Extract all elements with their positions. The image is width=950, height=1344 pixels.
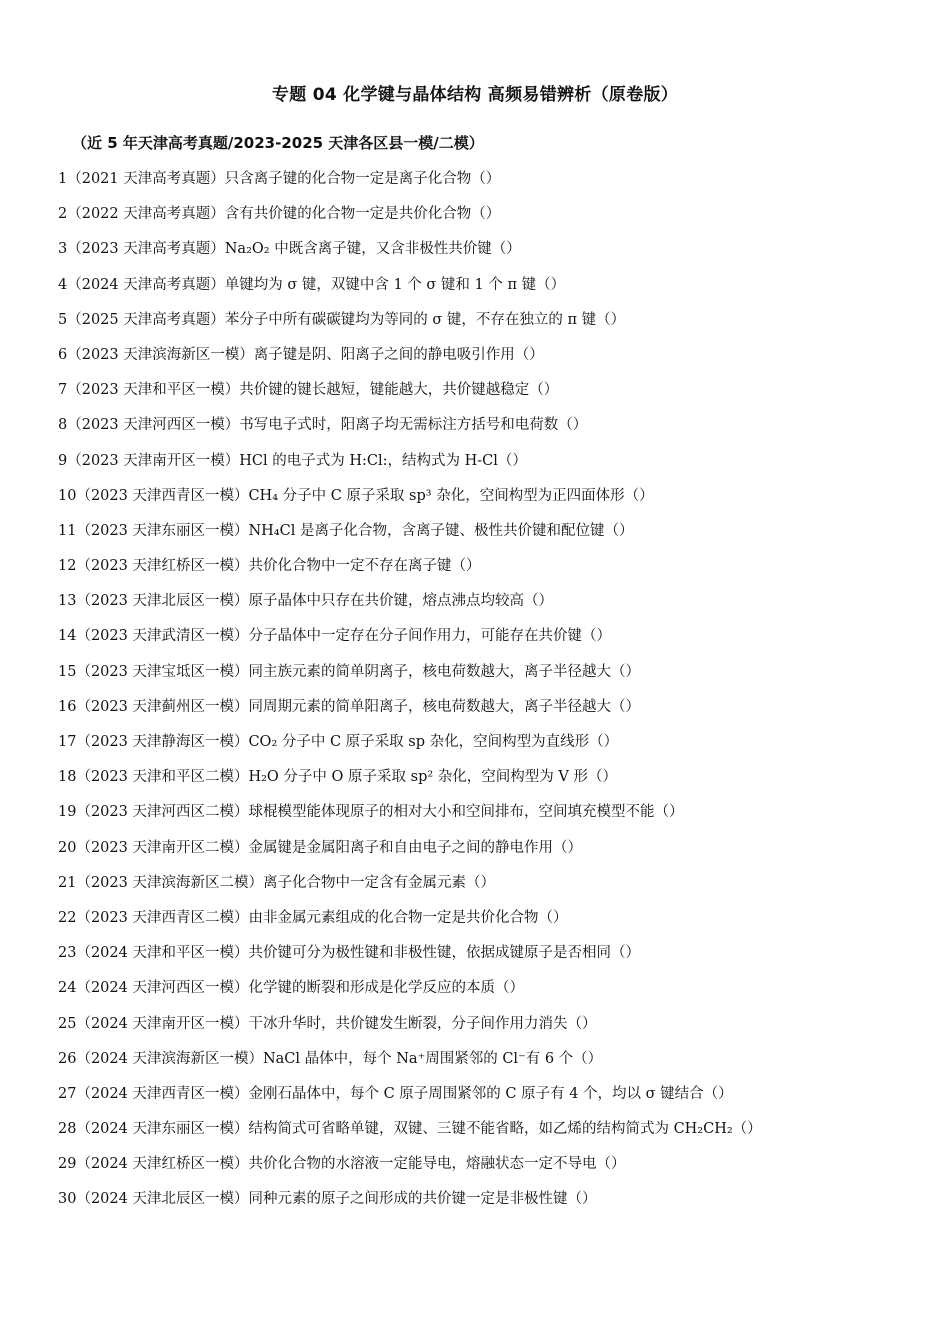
question-item: 7（2023 天津和平区一模）共价键的键长越短，键能越大，共价键越稳定（） bbox=[58, 382, 559, 399]
question-item: 6（2023 天津滨海新区一模）离子键是阴、阳离子之间的静电吸引作用（） bbox=[58, 346, 544, 363]
question-item: 4（2024 天津高考真题）单键均为 σ 键，双键中含 1 个 σ 键和 1 个 π 键（） bbox=[58, 276, 566, 293]
question-item: 15（2023 天津宝坻区一模）同主族元素的简单阴离子，核电荷数越大，离子半径越大（） bbox=[58, 663, 640, 680]
question-item: 24（2024 天津河西区一模）化学键的断裂和形成是化学反应的本质（） bbox=[58, 980, 524, 997]
question-item: 1（2021 天津高考真题）只含离子键的化合物一定是离子化合物（） bbox=[58, 171, 501, 187]
question-item: 9（2023 天津南开区一模）HCl 的电子式为 H:Cl:，结构式为 H-Cl（） bbox=[58, 452, 527, 469]
question-item: 10（2023 天津西青区一模）CH₄ 分子中 C 原子采取 sp³ 杂化，空间构型为正四面体形（） bbox=[58, 487, 654, 504]
question-item: 2（2022 天津高考真题）含有共价键的化合物一定是共价化合物（） bbox=[58, 206, 501, 223]
question-item: 20（2023 天津南开区二模）金属键是金属阳离子和自由电子之间的静电作用（） bbox=[58, 839, 582, 856]
question-item: 8（2023 天津河西区一模）书写电子式时，阳离子均无需标注方括号和电荷数（） bbox=[58, 417, 588, 434]
question-list bbox=[58, 167, 928, 1223]
question-item: 5（2025 天津高考真题）苯分子中所有碳碳键均为等同的 σ 键，不存在独立的 π 键（） bbox=[58, 311, 626, 328]
question-item: 26（2024 天津滨海新区一模）NaCl 晶体中，每个 Na⁺周围紧邻的 Cl⁻有 6 个（） bbox=[58, 1050, 603, 1067]
question-item: 23（2024 天津和平区一模）共价键可分为极性键和非极性键，依据成键原子是否相同（） bbox=[58, 945, 640, 962]
document-title: 专题 04 化学键与晶体结构 高频易错辨析（原卷版） bbox=[271, 85, 679, 105]
question-item: 22（2023 天津西青区二模）由非金属元素组成的化合物一定是共价化合物（） bbox=[58, 909, 568, 926]
question-item: 12（2023 天津红桥区一模）共价化合物中一定不存在离子键（） bbox=[58, 558, 481, 575]
question-item: 25（2024 天津南开区一模）干冰升华时，共价键发生断裂，分子间作用力消失（） bbox=[58, 1015, 597, 1032]
question-item: 30（2024 天津北辰区一模）同种元素的原子之间形成的共价键一定是非极性键（） bbox=[58, 1191, 597, 1208]
question-item: 11（2023 天津东丽区一模）NH₄Cl 是离子化合物，含离子键、极性共价键和配位键（） bbox=[58, 522, 634, 539]
question-item: 28（2024 天津东丽区一模）结构简式可省略单键，双键、三键不能省略，如乙烯的结构简式为 CH₂CH₂（） bbox=[58, 1121, 762, 1138]
question-item: 21（2023 天津滨海新区二模）离子化合物中一定含有金属元素（） bbox=[58, 874, 495, 891]
question-item: 16（2023 天津蓟州区一模）同周期元素的简单阳离子，核电荷数越大，离子半径越大（） bbox=[58, 698, 640, 715]
question-item: 18（2023 天津和平区二模）H₂O 分子中 O 原子采取 sp² 杂化，空间构型为 V 形（） bbox=[58, 769, 617, 786]
question-item: 29（2024 天津红桥区一模）共价化合物的水溶液一定能导电，熔融状态一定不导电（） bbox=[58, 1156, 626, 1173]
question-item: 3（2023 天津高考真题）Na₂O₂ 中既含离子键，又含非极性共价键（） bbox=[58, 241, 521, 258]
question-item: 17（2023 天津静海区一模）CO₂ 分子中 C 原子采取 sp 杂化，空间构型为直线形（） bbox=[58, 734, 619, 750]
question-item: 19（2023 天津河西区二模）球棍模型能体现原子的相对大小和空间排布，空间填充模型不能（） bbox=[58, 804, 684, 821]
question-item: 13（2023 天津北辰区一模）原子晶体中只存在共价键，熔点沸点均较高（） bbox=[58, 593, 553, 610]
question-item: 27（2024 天津西青区一模）金刚石晶体中，每个 C 原子周围紧邻的 C 原子有 4 个，均以 σ 键结合（） bbox=[58, 1085, 733, 1102]
document-subtitle: （近 5 年天津高考真题/2023-2025 天津各区县一模/二模） bbox=[72, 134, 484, 152]
question-item: 14（2023 天津武清区一模）分子晶体中一定存在分子间作用力，可能存在共价键（） bbox=[58, 628, 611, 645]
